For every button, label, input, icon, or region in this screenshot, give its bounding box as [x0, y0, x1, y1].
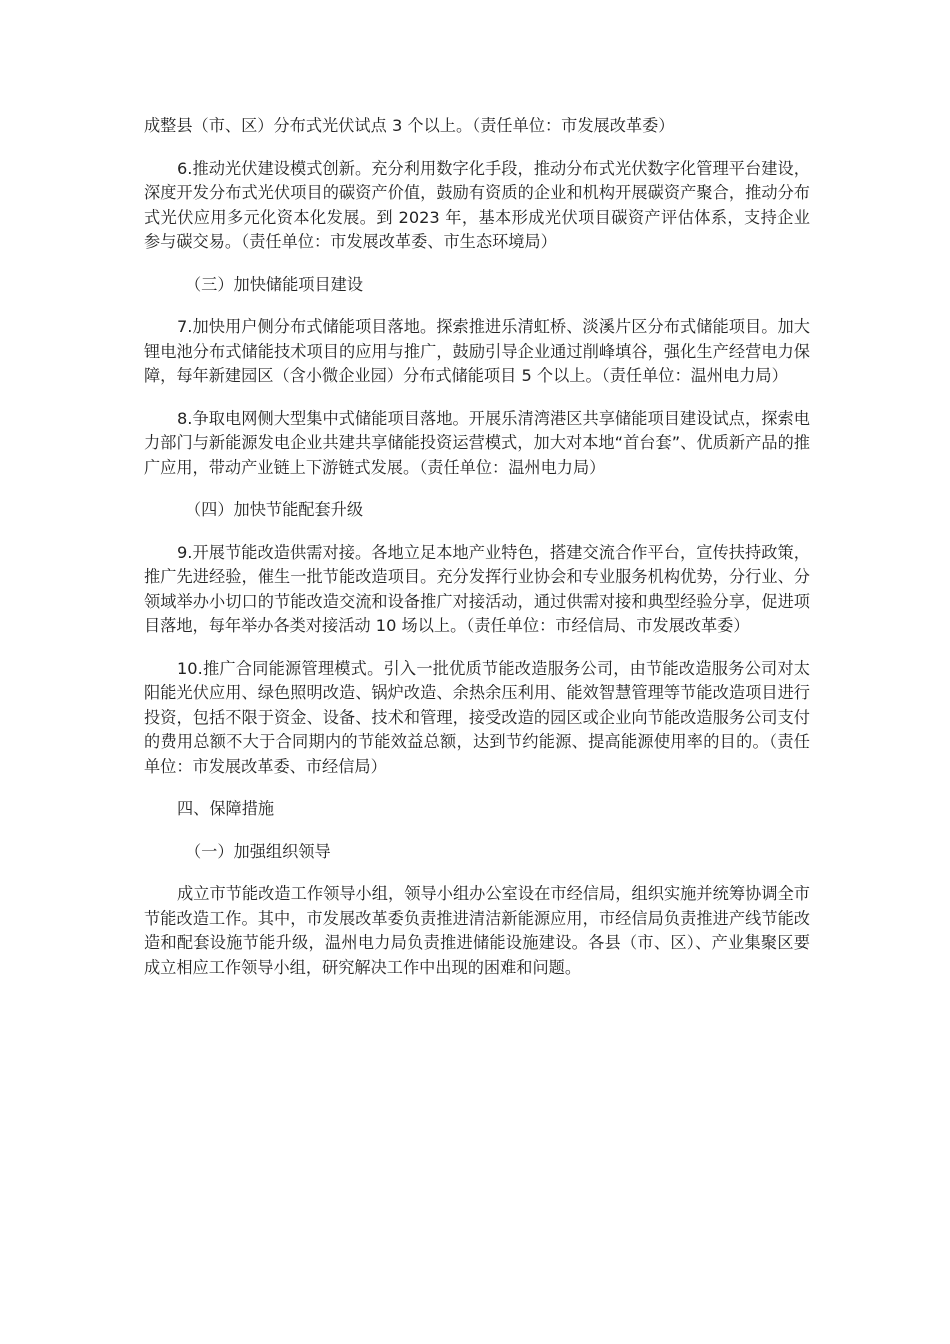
chapter-heading-safeguards: 四、保障措施 [177, 799, 275, 818]
paragraph-item-10-energy-performance-contracting: 10.推广合同能源管理模式。引入一批优质节能改造服务公司，由节能改造服务公司对太阳能光伏应用、绿色照明改造、锅炉改造、余热余压利用、能效智慧管理等节能改造项目进行投资，包括不限于资金、设备、技术和管理，接受改造的园区或企业向节能改造服务公司支付的费用总额不大于合同期内的节能效益总额，达到节约能源、提高能源使用率的目的。（责任单位：市发展改革委、市经信局） [144, 658, 810, 776]
paragraph-item-8-grid-side-storage: 8.争取电网侧大型集中式储能项目落地。开展乐清湾港区共享储能项目建设试点，探索电力部门与新能源发电企业共建共享储能投资运营模式，加大对本地“首台套”、优质新产品的推广应用，带动产业链上下游链式发展。（责任单位：温州电力局） [144, 408, 810, 477]
section-heading-energy-saving-upgrade: （四）加快节能配套升级 [185, 500, 364, 519]
paragraph-item-6-pv-model-innovation: 6.推动光伏建设模式创新。充分利用数字化手段，推动分布式光伏数字化管理平台建设，深度开发分布式光伏项目的碳资产价值，鼓励有资质的企业和机构开展碳资产聚合，推动分布式光伏应用多元化资本化发展。到 2023 年，基本形成光伏项目碳资产评估体系，支持企业参与碳交易。（责任单位：市发展改革委、市生态环境局） [144, 158, 810, 251]
document-body [144, 114, 810, 998]
paragraph-pv-pilot-continuation: 成整县（市、区）分布式光伏试点 3 个以上。（责任单位：市发展改革委） [144, 116, 675, 135]
paragraph-item-7-user-side-storage: 7.加快用户侧分布式储能项目落地。探索推进乐清虹桥、淡溪片区分布式储能项目。加大锂电池分布式储能技术项目的应用与推广，鼓励引导企业通过削峰填谷，强化生产经营电力保障，每年新建园区（含小微企业园）分布式储能项目 5 个以上。（责任单位：温州电力局） [144, 317, 810, 385]
paragraph-item-9-supply-demand-matching: 9.开展节能改造供需对接。各地立足本地产业特色，搭建交流合作平台，宣传扶持政策，推广先进经验，催生一批节能改造项目。充分发挥行业协会和专业服务机构优势，分行业、分领域举办小切口的节能改造交流和设备推广对接活动，通过供需对接和典型经验分享，促进项目落地，每年举办各类对接活动 10 场以上。（责任单位：市经信局、市发展改革委） [144, 542, 810, 635]
section-heading-energy-storage: （三）加快储能项目建设 [185, 274, 364, 294]
paragraph-leadership-group: 成立市节能改造工作领导小组，领导小组办公室设在市经信局，组织实施并统筹协调全市节能改造工作。其中，市发展改革委负责推进清洁新能源应用，市经信局负责推进产线节能改造和配套设施节能升级，温州电力局负责推进储能设施建设。各县（市、区）、产业集聚区要成立相应工作领导小组，研究解决工作中出现的困难和问题。 [144, 884, 810, 977]
section-heading-organizational-leadership: （一）加强组织领导 [185, 841, 331, 861]
